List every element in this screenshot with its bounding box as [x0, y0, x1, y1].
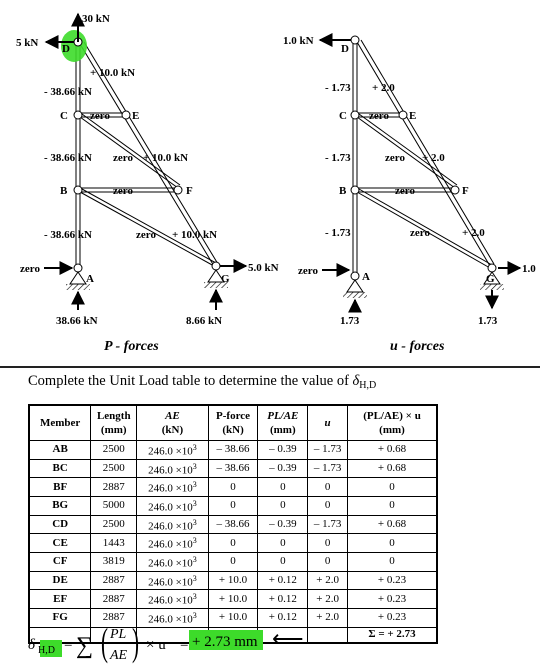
u-member-cf: zero — [385, 152, 405, 164]
table-row — [29, 459, 437, 478]
deflection-formula — [28, 622, 528, 664]
u-joint-g — [488, 264, 496, 272]
cell-u: – 1.73 — [308, 459, 348, 478]
p-joint-b — [74, 186, 82, 194]
u-node-b: B — [339, 185, 347, 197]
cell-plae: + 0.12 — [258, 571, 308, 590]
u-load-g-horizontal: 1.0 — [522, 263, 536, 275]
header-u: u — [308, 405, 348, 441]
p-joint-c — [74, 111, 82, 119]
p-node-e: E — [132, 110, 140, 122]
p-reaction-g: 8.66 kN — [186, 315, 223, 327]
u-joint-e — [399, 111, 407, 119]
p-reaction-a: 38.66 kN — [56, 315, 98, 327]
cell-ae: $246.0 \times 10^3$ — [137, 496, 208, 515]
svg-text:(: ( — [101, 622, 108, 664]
u-node-a: A — [362, 271, 370, 283]
cell-u: – 1.73 — [308, 515, 348, 534]
cell-plae: – 0.39 — [258, 515, 308, 534]
p-node-b: B — [60, 185, 68, 197]
p-member-fg: + 10.0 kN — [172, 229, 218, 241]
p-joint-f — [174, 186, 182, 194]
u-member-bf: zero — [395, 185, 415, 197]
cell-ae: $246.0 \times 10^3$ — [137, 571, 208, 590]
cell-pforce: – 38.66 — [208, 459, 258, 478]
u-node-f: F — [462, 185, 469, 197]
cell-u: + 2.0 — [308, 590, 348, 609]
cell-pforce: 0 — [208, 496, 258, 515]
cell-member: DE — [29, 571, 91, 590]
formula-equals-2: = — [180, 637, 189, 653]
formula-sum: ∑ — [76, 633, 94, 659]
cell-ae: $246.0 \times 10^3$ — [137, 515, 208, 534]
table-row — [29, 571, 437, 590]
cell-length: 2500 — [91, 441, 137, 460]
cell-member: FG — [29, 608, 91, 627]
delta-symbol: δ — [352, 373, 360, 389]
cell-u: + 2.0 — [308, 608, 348, 627]
cell-member: CE — [29, 534, 91, 553]
cell-product: 0 — [348, 496, 437, 515]
cell-length: 2500 — [91, 459, 137, 478]
p-member-de: + 10.0 kN — [90, 67, 136, 79]
p-node-c: C — [60, 110, 68, 122]
left-arrow-icon: ⟵ — [272, 626, 304, 651]
cell-u: + 2.0 — [308, 571, 348, 590]
table-row — [29, 441, 437, 460]
cell-pforce: – 38.66 — [208, 515, 258, 534]
u-member-ef: + 2.0 — [422, 152, 445, 164]
cell-length: 2887 — [91, 590, 137, 609]
cell-plae: 0 — [258, 534, 308, 553]
cell-plae: 0 — [258, 552, 308, 571]
cell-pforce: + 10.0 — [208, 590, 258, 609]
formula-times-u: × u — [146, 637, 166, 653]
header-plae: PL/AE (mm) — [258, 405, 308, 441]
cell-length: 1443 — [91, 534, 137, 553]
p-load-g-horizontal: 5.0 kN — [248, 262, 279, 274]
cell-product: + 0.68 — [348, 459, 437, 478]
cell-length: 2887 — [91, 608, 137, 627]
cell-ae: $246.0 \times 10^3$ — [137, 552, 208, 571]
cell-ae: $246.0 \times 10^3$ — [137, 534, 208, 553]
u-member-bg: zero — [410, 227, 430, 239]
cell-plae: – 0.39 — [258, 459, 308, 478]
u-node-g: G — [486, 273, 495, 285]
cell-member: AB — [29, 441, 91, 460]
p-node-a: A — [86, 273, 94, 285]
formula-delta: δ — [28, 637, 35, 653]
u-load-a-horizontal: zero — [298, 265, 318, 277]
table-row — [29, 552, 437, 571]
p-member-bc: - 38.66 kN — [44, 152, 92, 164]
cell-member: CD — [29, 515, 91, 534]
cell-u: 0 — [308, 496, 348, 515]
cell-member: EF — [29, 590, 91, 609]
cell-plae: 0 — [258, 478, 308, 497]
u-joint-c — [351, 111, 359, 119]
p-member-cf: zero — [113, 152, 133, 164]
formula-subscript: H,D — [38, 645, 55, 656]
formula-equals: = — [64, 637, 73, 653]
delta-subscript: H,D — [359, 380, 377, 391]
header-product: (PL/AE) × u (mm) — [348, 405, 437, 441]
u-member-ce: zero — [369, 110, 389, 122]
cell-u: 0 — [308, 552, 348, 571]
u-reaction-a: 1.73 — [340, 315, 360, 327]
cell-pforce: 0 — [208, 552, 258, 571]
cell-ae: $246.0 \times 10^3$ — [137, 590, 208, 609]
u-member-fg: + 2.0 — [462, 227, 485, 239]
header-length: Length (mm) — [91, 405, 137, 441]
cell-product: + 0.68 — [348, 441, 437, 460]
cell-product: 0 — [348, 478, 437, 497]
cell-product: + 0.23 — [348, 590, 437, 609]
cell-plae: + 0.12 — [258, 608, 308, 627]
u-joint-d — [351, 36, 359, 44]
p-member-cd: - 38.66 kN — [44, 86, 92, 98]
cell-member: CF — [29, 552, 91, 571]
cell-length: 2887 — [91, 478, 137, 497]
cell-member: BG — [29, 496, 91, 515]
u-joint-a — [351, 272, 359, 280]
header-member: Member — [29, 405, 91, 441]
p-joint-e — [122, 111, 130, 119]
cell-length: 2887 — [91, 571, 137, 590]
table-row — [29, 590, 437, 609]
table-row — [29, 515, 437, 534]
cell-length: 2500 — [91, 515, 137, 534]
svg-text:): ) — [132, 622, 139, 664]
u-node-d: D — [341, 43, 349, 55]
p-load-d-horizontal: 5 kN — [16, 37, 39, 49]
p-member-bg: zero — [136, 229, 156, 241]
table-row — [29, 534, 437, 553]
instruction-text — [28, 373, 376, 391]
p-member-bf: zero — [113, 185, 133, 197]
p-forces-caption: P - forces — [104, 339, 159, 354]
u-forces-caption: u - forces — [390, 339, 445, 354]
u-member-ab: - 1.73 — [325, 227, 351, 239]
unit-load-table — [28, 404, 438, 644]
cell-u: – 1.73 — [308, 441, 348, 460]
cell-pforce: 0 — [208, 478, 258, 497]
cell-plae: + 0.12 — [258, 590, 308, 609]
cell-length: 5000 — [91, 496, 137, 515]
cell-ae: $246.0 \times 10^3$ — [137, 441, 208, 460]
sum-value: Σ = + 2.73 — [348, 627, 437, 643]
u-load-d-horizontal: 1.0 kN — [283, 35, 314, 47]
table-header-row — [29, 405, 437, 441]
cell-member: BF — [29, 478, 91, 497]
cell-pforce: 0 — [208, 534, 258, 553]
instruction-body: Complete the Unit Load table to determine the value of — [28, 373, 353, 389]
header-ae: AE (kN) — [137, 405, 208, 441]
cell-ae: $246.0 \times 10^3$ — [137, 478, 208, 497]
u-member-cd: - 1.73 — [325, 82, 351, 94]
p-member-ce: zero — [90, 110, 110, 122]
p-node-f: F — [186, 185, 193, 197]
cell-u: 0 — [308, 534, 348, 553]
cell-ae: $246.0 \times 10^3$ — [137, 608, 208, 627]
formula-denominator: AE — [110, 648, 128, 663]
p-member-ef: + 10.0 kN — [143, 152, 189, 164]
p-load-a-horizontal: zero — [20, 263, 40, 275]
cell-ae: $246.0 \times 10^3$ — [137, 459, 208, 478]
cell-product: + 0.68 — [348, 515, 437, 534]
cell-plae: 0 — [258, 496, 308, 515]
table-row — [29, 478, 437, 497]
u-reaction-g: 1.73 — [478, 315, 498, 327]
cell-pforce: + 10.0 — [208, 571, 258, 590]
cell-product: + 0.23 — [348, 571, 437, 590]
u-node-c: C — [339, 110, 347, 122]
cell-length: 3819 — [91, 552, 137, 571]
p-joint-a — [74, 264, 82, 272]
cell-product: + 0.23 — [348, 608, 437, 627]
p-joint-g — [212, 262, 220, 270]
cell-product: 0 — [348, 534, 437, 553]
cell-pforce: – 38.66 — [208, 441, 258, 460]
p-node-g: G — [221, 273, 230, 285]
cell-pforce: + 10.0 — [208, 608, 258, 627]
formula-numerator: PL — [110, 627, 127, 642]
u-member-bc: - 1.73 — [325, 152, 351, 164]
cell-u: 0 — [308, 478, 348, 497]
formula-result: + 2.73 mm — [192, 634, 258, 650]
section-divider — [0, 366, 540, 368]
table-row — [29, 496, 437, 515]
cell-plae: – 0.39 — [258, 441, 308, 460]
p-member-ab: - 38.66 kN — [44, 229, 92, 241]
header-pforce: P-force (kN) — [208, 405, 258, 441]
u-member-de: + 2.0 — [372, 82, 395, 94]
p-node-d: D — [62, 43, 70, 55]
p-load-d-vertical: 30 kN — [82, 13, 110, 25]
u-joint-b — [351, 186, 359, 194]
cell-product: 0 — [348, 552, 437, 571]
u-node-e: E — [409, 110, 417, 122]
u-joint-f — [451, 186, 459, 194]
cell-member: BC — [29, 459, 91, 478]
